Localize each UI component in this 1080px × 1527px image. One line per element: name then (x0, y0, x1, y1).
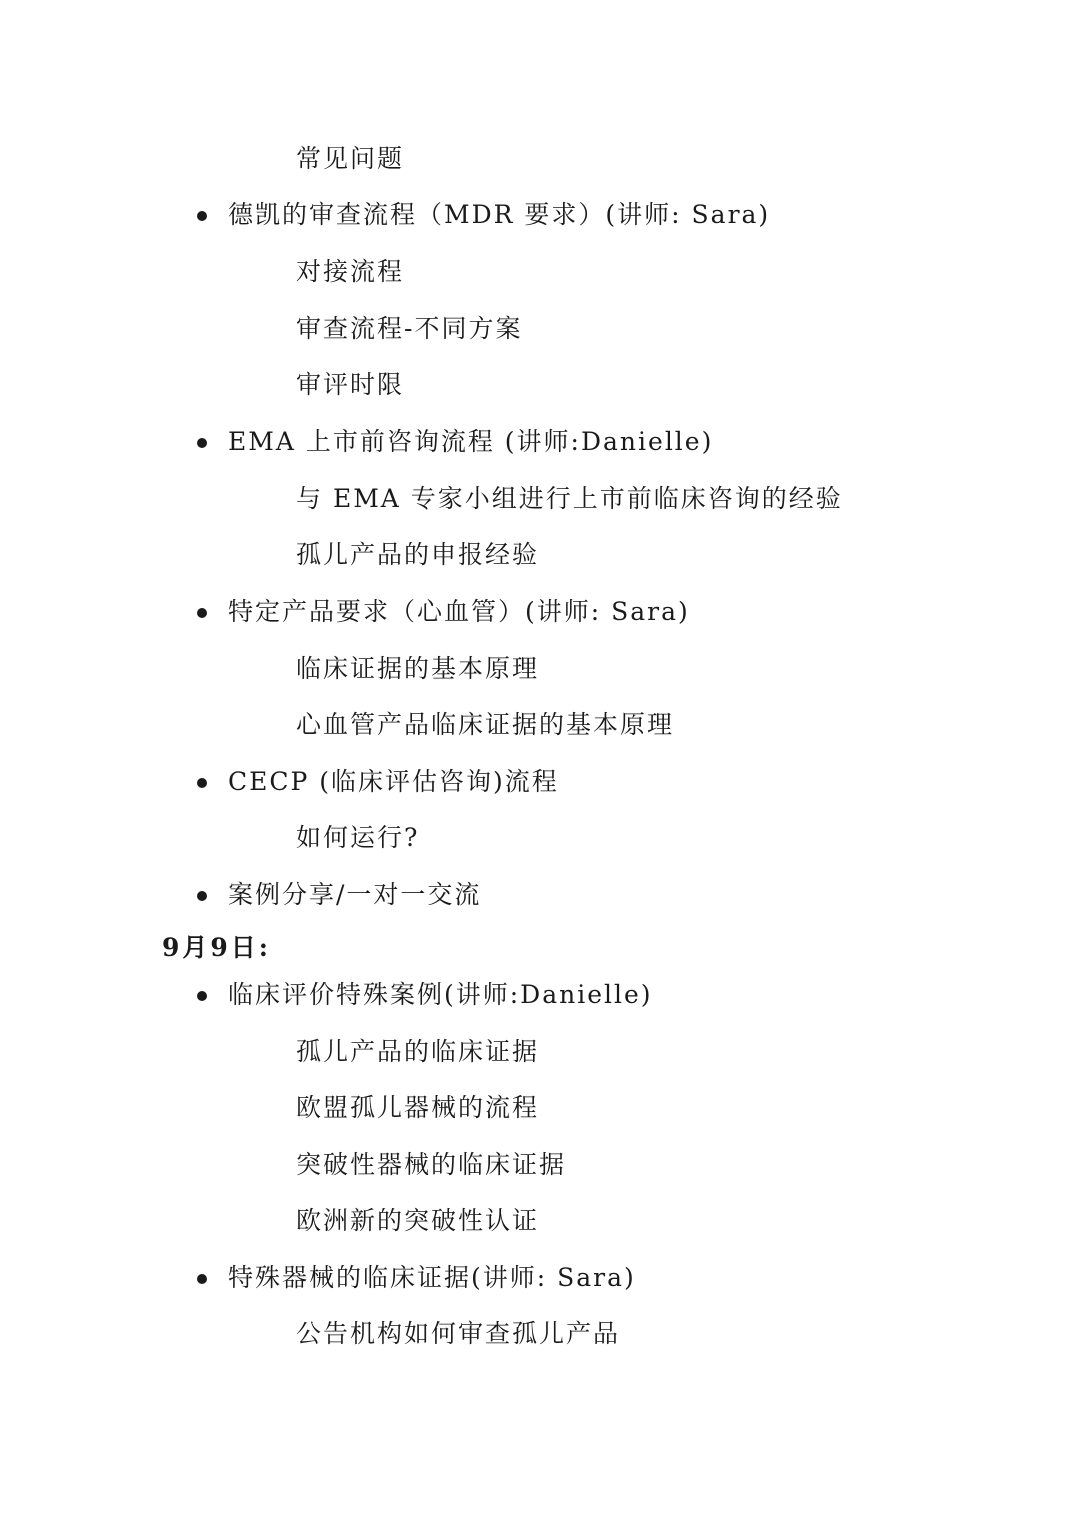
sub-item: 欧盟孤儿器械的流程 (296, 1093, 540, 1122)
sub-item: 常见问题 (296, 144, 405, 173)
sub-item: 临床证据的基本原理 (296, 654, 540, 683)
bullet-icon (197, 438, 207, 448)
bullet-icon (197, 608, 207, 618)
sub-item: 审评时限 (296, 370, 405, 399)
list-item: 德凯的审查流程（MDR 要求）(讲师: Sara) (228, 200, 771, 229)
sub-item: 心血管产品临床证据的基本原理 (296, 710, 675, 739)
bullet-icon (197, 991, 207, 1001)
sub-item: 孤儿产品的申报经验 (296, 540, 540, 569)
sub-item: 欧洲新的突破性认证 (296, 1206, 540, 1235)
list-item: CECP (临床评估咨询)流程 (228, 767, 559, 796)
bullet-icon (197, 1274, 207, 1284)
sub-item: 与 EMA 专家小组进行上市前临床咨询的经验 (296, 484, 843, 513)
list-item: 特殊器械的临床证据(讲师: Sara) (228, 1263, 636, 1292)
sub-item: 审查流程-不同方案 (296, 314, 523, 343)
bullet-icon (197, 891, 207, 901)
list-item: 案例分享/一对一交流 (228, 880, 482, 909)
list-item: EMA 上市前咨询流程 (讲师:Danielle) (228, 427, 714, 456)
sub-item: 突破性器械的临床证据 (296, 1150, 567, 1179)
sub-item: 公告机构如何审查孤儿产品 (296, 1319, 621, 1348)
list-item: 特定产品要求（心血管）(讲师: Sara) (228, 597, 690, 626)
bullet-icon (197, 211, 207, 221)
date-heading: 9月9日: (162, 933, 272, 962)
list-item: 临床评价特殊案例(讲师:Danielle) (228, 980, 653, 1009)
sub-item: 对接流程 (296, 257, 405, 286)
sub-item: 如何运行? (296, 823, 420, 852)
sub-item: 孤儿产品的临床证据 (296, 1037, 540, 1066)
bullet-icon (197, 778, 207, 788)
